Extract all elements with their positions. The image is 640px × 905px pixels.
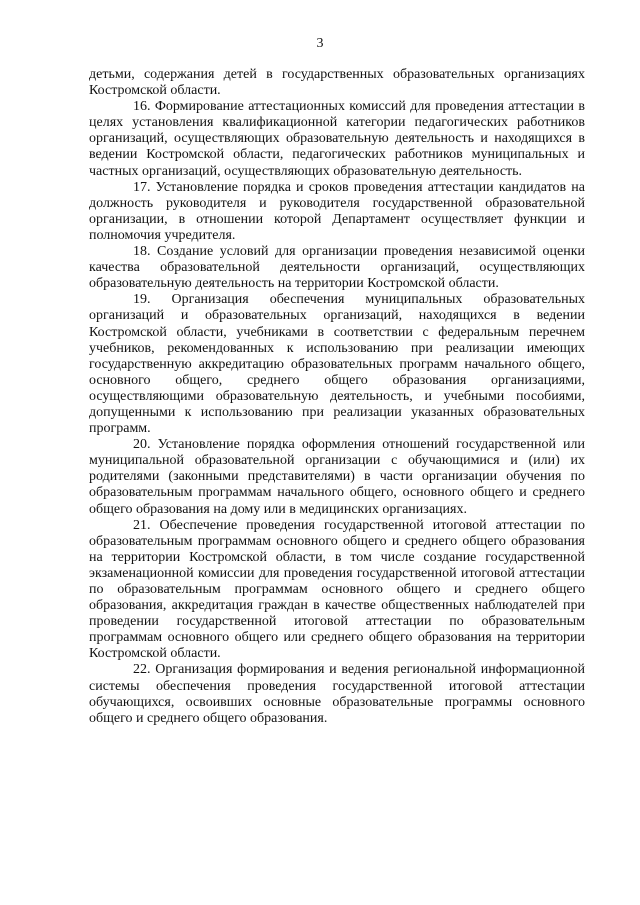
- paragraph-item-16: 16. Формирование аттестационных комиссий для проведения аттестации в целях установления квалификационной категории педагогических работников организаций, осуществляющих образовательную деятельность и находящихся в ведении Костромской области, педагогических работников муниципальных и частных организаций, осуществляющих образовательную деятельность.: [89, 99, 585, 179]
- paragraph-item-22: 22. Организация формирования и ведения региональной информационной системы обеспечения проведения государственной итоговой аттестации обучающихся, освоивших основные образовательные программы основного общего и среднего общего образования.: [89, 662, 585, 726]
- paragraph-item-18: 18. Создание условий для организации проведения независимой оценки качества образовательной деятельности организаций, осуществляющих образовательную деятельность на территории Костромской области.: [89, 244, 585, 292]
- paragraph-item-20: 20. Установление порядка оформления отношений государственной или муниципальной образовательной организации с обучающимися и (или) их родителями (законными представителями) в части организации обучения по образовательным программам начального общего, основного общего и среднего общего образования на дому или в медицинских организациях.: [89, 437, 585, 517]
- paragraph-item-21: 21. Обеспечение проведения государственной итоговой аттестации по образовательным программам основного общего и среднего общего образования на территории Костромской области, в том числе создание государственной экзаменационной комиссии для проведения государственной итоговой аттестации по образовательным программам основного общего и среднего общего образования, аккредитация граждан в качестве общественных наблюдателей при проведении государственной итоговой аттестации по образовательным программам основного общего или среднего общего образования на территории Костромской области.: [89, 517, 585, 662]
- paragraph-item-17: 17. Установление порядка и сроков проведения аттестации кандидатов на должность руководителя и руководителя государственной образовательной организации, в отношении которой Департамент осуществляет функции и полномочия учредителя.: [89, 179, 585, 243]
- paragraph-item-19: 19. Организация обеспечения муниципальных образовательных организаций и образовательных организаций, находящихся в ведении Костромской области, учебниками в соответствии с федеральным перечнем учебников, рекомендованных к использованию при реализации имеющих государственную аккредитацию образовательных программ начального общего, основного общего, среднего общего образования организациями, осуществляющими образовательную деятельность, и учебными пособиями, допущенными к использованию при реализации указанных образовательных программ.: [89, 292, 585, 437]
- page-number: 3: [316, 36, 324, 51]
- paragraph-continuation: детьми, содержания детей в государственных образовательных организациях Костромской области.: [89, 67, 585, 99]
- document-body: [89, 67, 585, 727]
